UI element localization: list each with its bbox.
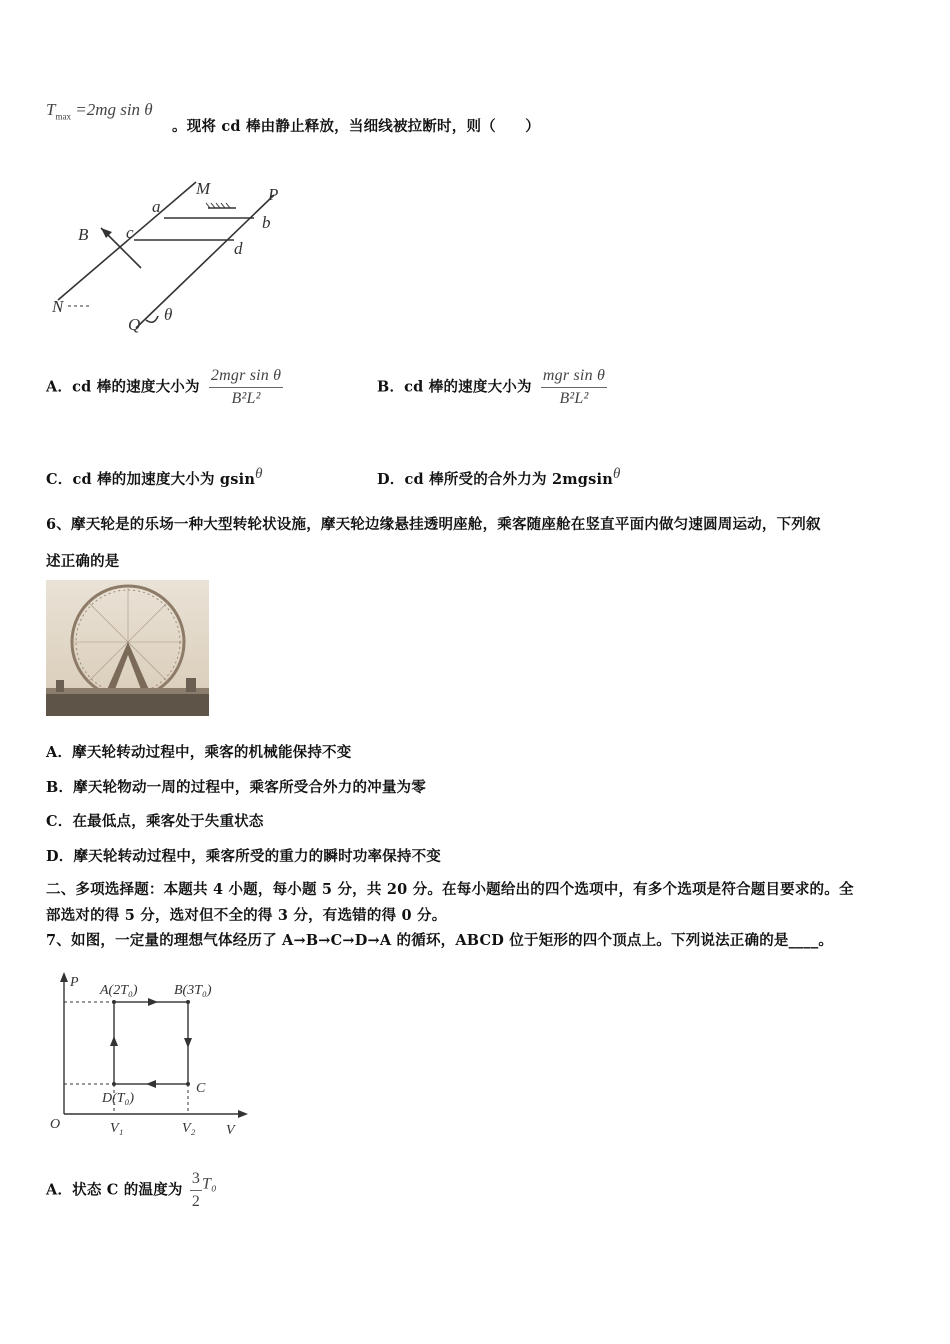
q7-stem: 7、如图，一定量的理想气体经历了 A→B→C→D→A 的循环，ABCD 位于矩形的四个顶点上。下列说法正确的是____。 (46, 932, 834, 949)
option-c-text: cd 棒的加速度大小为 gsin (72, 470, 256, 488)
q5-stem-rest: 。现将 cd 棒由静止释放，当细线被拉断时，则（ ） (172, 118, 540, 135)
pv-graph (46, 968, 256, 1140)
q6-stem-line2: 述正确的是 (46, 553, 120, 570)
q6-option-b[interactable]: B．摩天轮物动一周的过程中，乘客所受合外力的冲量为零 (46, 779, 426, 796)
arrow-a-to-b (148, 998, 158, 1006)
q5-option-c[interactable] (46, 466, 263, 489)
arrow-b-to-c (184, 1038, 192, 1048)
cycle-rectangle (114, 1002, 188, 1084)
label-v1: V₁ (110, 1121, 124, 1136)
q5-tmax-line (46, 100, 153, 121)
label-B: B (78, 225, 89, 244)
option-b-denominator: B²L² (559, 390, 589, 407)
q7-option-a-numerator: 3 (190, 1170, 202, 1191)
label-origin: O (50, 1117, 61, 1132)
q5-option-d[interactable] (377, 466, 621, 489)
q5-option-a[interactable] (46, 367, 283, 408)
q6-option-a[interactable]: A．摩天轮转动过程中，乘客的机械能保持不变 (46, 744, 352, 761)
q6-stem-line1: 6、摩天轮是的乐场一种大型转轮状设施，摩天轮边缘悬挂透明座舱，乘客随座舱在竖直平面内做匀速圆周运动，下列叙 (46, 516, 821, 533)
q7-option-a-t0: T₀ (202, 1175, 217, 1193)
label-M: M (196, 179, 211, 198)
q5-rail-figure (46, 170, 296, 345)
option-d-text: cd 棒所受的合外力为 2mgsin (404, 470, 613, 488)
option-b-numerator: mgr sin θ (541, 367, 607, 388)
section2-line1: 二、多项选择题：本题共 4 小题，每小题 5 分，共 20 分。在每小题给出的四个选项中，有多个选项是符合题目要求的。全 (46, 881, 854, 898)
option-c-letter: C． (46, 470, 73, 488)
q7-option-a-denominator: 2 (191, 1193, 201, 1210)
q7-option-a[interactable] (46, 1170, 217, 1211)
label-theta: θ (164, 305, 173, 324)
label-d: d (234, 239, 243, 258)
q7-option-a-text: 状态 C 的温度为 (72, 1181, 183, 1199)
label-state-a: A(2T₀) (100, 983, 138, 998)
label-state-d: D(T₀) (102, 1091, 135, 1106)
tmax-subscript: max (55, 111, 71, 122)
option-d-theta: θ (612, 466, 621, 482)
section2-line2: 部选对的得 5 分，选对但不全的得 3 分，有选错的得 0 分。 (46, 907, 447, 924)
q5-option-b[interactable] (377, 367, 607, 408)
label-P: P (268, 185, 279, 204)
label-p-axis: P (70, 975, 79, 990)
label-N: N (52, 297, 64, 316)
label-v-axis: V (226, 1123, 235, 1138)
option-c-theta: θ (255, 466, 263, 482)
tmax-symbol: T (46, 100, 56, 119)
arrow-d-to-a (110, 1036, 118, 1046)
tmax-expression: =2mg sin θ (75, 100, 153, 119)
label-Q: Q (128, 315, 141, 334)
option-b-letter: B． (377, 378, 405, 396)
label-v2: V₂ (182, 1121, 196, 1136)
label-a: a (152, 197, 161, 216)
option-a-numerator: 2mgr sin θ (209, 367, 283, 388)
option-a-text: cd 棒的速度大小为 (72, 378, 200, 396)
label-c: c (126, 223, 134, 242)
ferris-wheel-photo (46, 580, 209, 716)
label-state-c: C (196, 1081, 206, 1096)
arrow-c-to-d (146, 1080, 156, 1088)
q6-option-c[interactable]: C．在最低点，乘客处于失重状态 (46, 813, 264, 830)
option-a-letter: A． (46, 378, 73, 396)
label-state-b: B(3T₀) (174, 983, 212, 998)
option-b-text: cd 棒的速度大小为 (404, 378, 532, 396)
option-d-letter: D． (377, 470, 405, 488)
q7-option-a-letter: A． (46, 1181, 73, 1199)
option-a-denominator: B²L² (231, 390, 261, 407)
q6-option-d[interactable]: D．摩天轮转动过程中，乘客所受的重力的瞬时功率保持不变 (46, 848, 441, 865)
label-b: b (262, 213, 271, 232)
